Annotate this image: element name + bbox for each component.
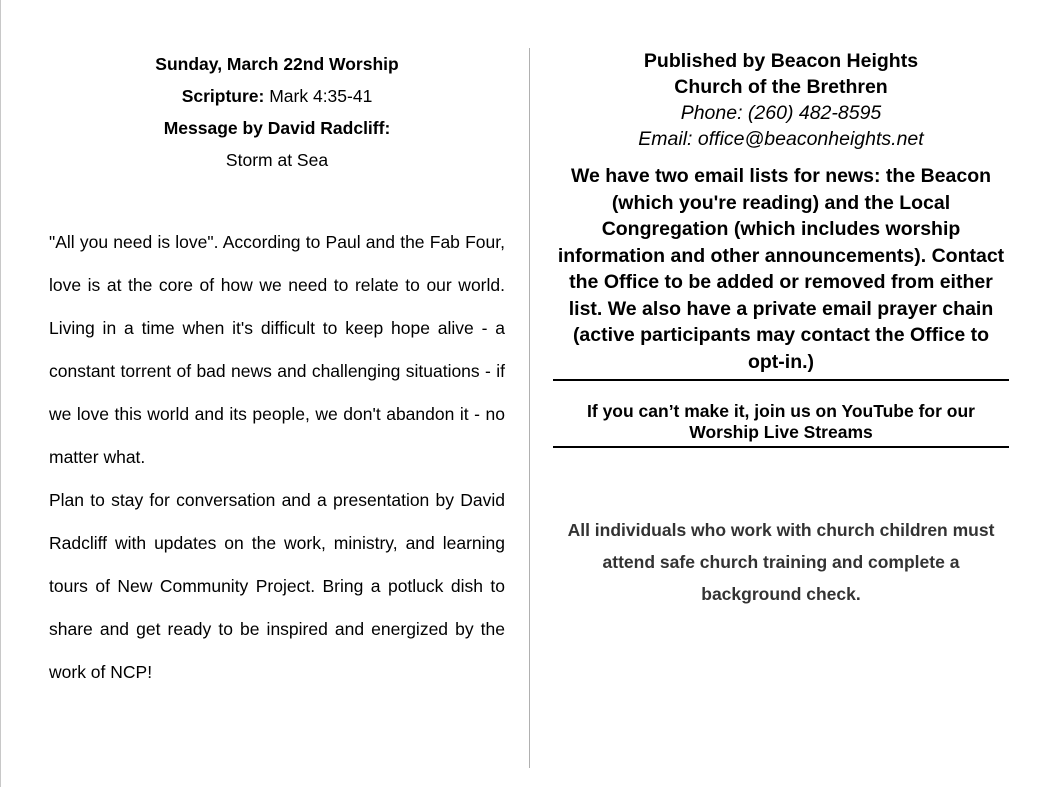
worship-info bbox=[49, 48, 505, 176]
right-column bbox=[553, 48, 1009, 610]
safe-church-line1: All individuals who work with church children must bbox=[567, 520, 995, 540]
publisher-line2: Church of the Brethren bbox=[674, 76, 888, 98]
youtube-notice bbox=[553, 381, 1009, 448]
scripture-ref: Mark 4:35-41 bbox=[264, 86, 373, 106]
scripture-line bbox=[49, 80, 505, 112]
publisher-line1: Published by Beacon Heights bbox=[643, 50, 919, 72]
publisher-phone: Phone: (260) 482-8595 bbox=[680, 102, 882, 124]
paragraph-love: "All you need is love". According to Paul and the Fab Four, love is at the core of how we need to relate to our world. Living in a time when it's difficult to keep hope alive - a constant torrent of bad news and challenging situations - if we love this world and its people, we don't abandon it - no matter what. bbox=[49, 232, 505, 467]
safe-church-notice bbox=[553, 514, 1009, 610]
message-by: Message by David Radcliff: bbox=[163, 118, 391, 138]
message-title: Storm at Sea bbox=[225, 150, 329, 170]
safe-church-line2: attend safe church training and complete a bbox=[602, 552, 960, 572]
safe-church-line3: background check. bbox=[701, 584, 861, 604]
youtube-line1: If you can’t make it, join us on YouTube for our bbox=[587, 401, 975, 421]
publisher-email: Email: office@beaconheights.net bbox=[638, 128, 924, 150]
column-divider bbox=[529, 48, 530, 768]
page-edge bbox=[0, 0, 1, 787]
youtube-line2: Worship Live Streams bbox=[689, 422, 873, 442]
article-body bbox=[49, 221, 505, 694]
paragraph-presentation: Plan to stay for conversation and a presentation by David Radcliff with updates on the work, ministry, and learning tours of New Community Project. Bring a potluck dish to share and get ready to be inspired and energized by the work of NCP! bbox=[49, 490, 505, 682]
scripture-label: Scripture: bbox=[181, 86, 265, 106]
worship-title: Sunday, March 22nd Worship bbox=[155, 54, 399, 74]
email-lists-notice: We have two email lists for news: the Beacon (which you're reading) and the Local Congregation (which includes worship information and other announcements). Contact the Office to be added or removed from either list. We also have a private email prayer chain (active participants may contact the Office to opt-in.) bbox=[553, 163, 1009, 381]
left-column bbox=[49, 48, 505, 694]
